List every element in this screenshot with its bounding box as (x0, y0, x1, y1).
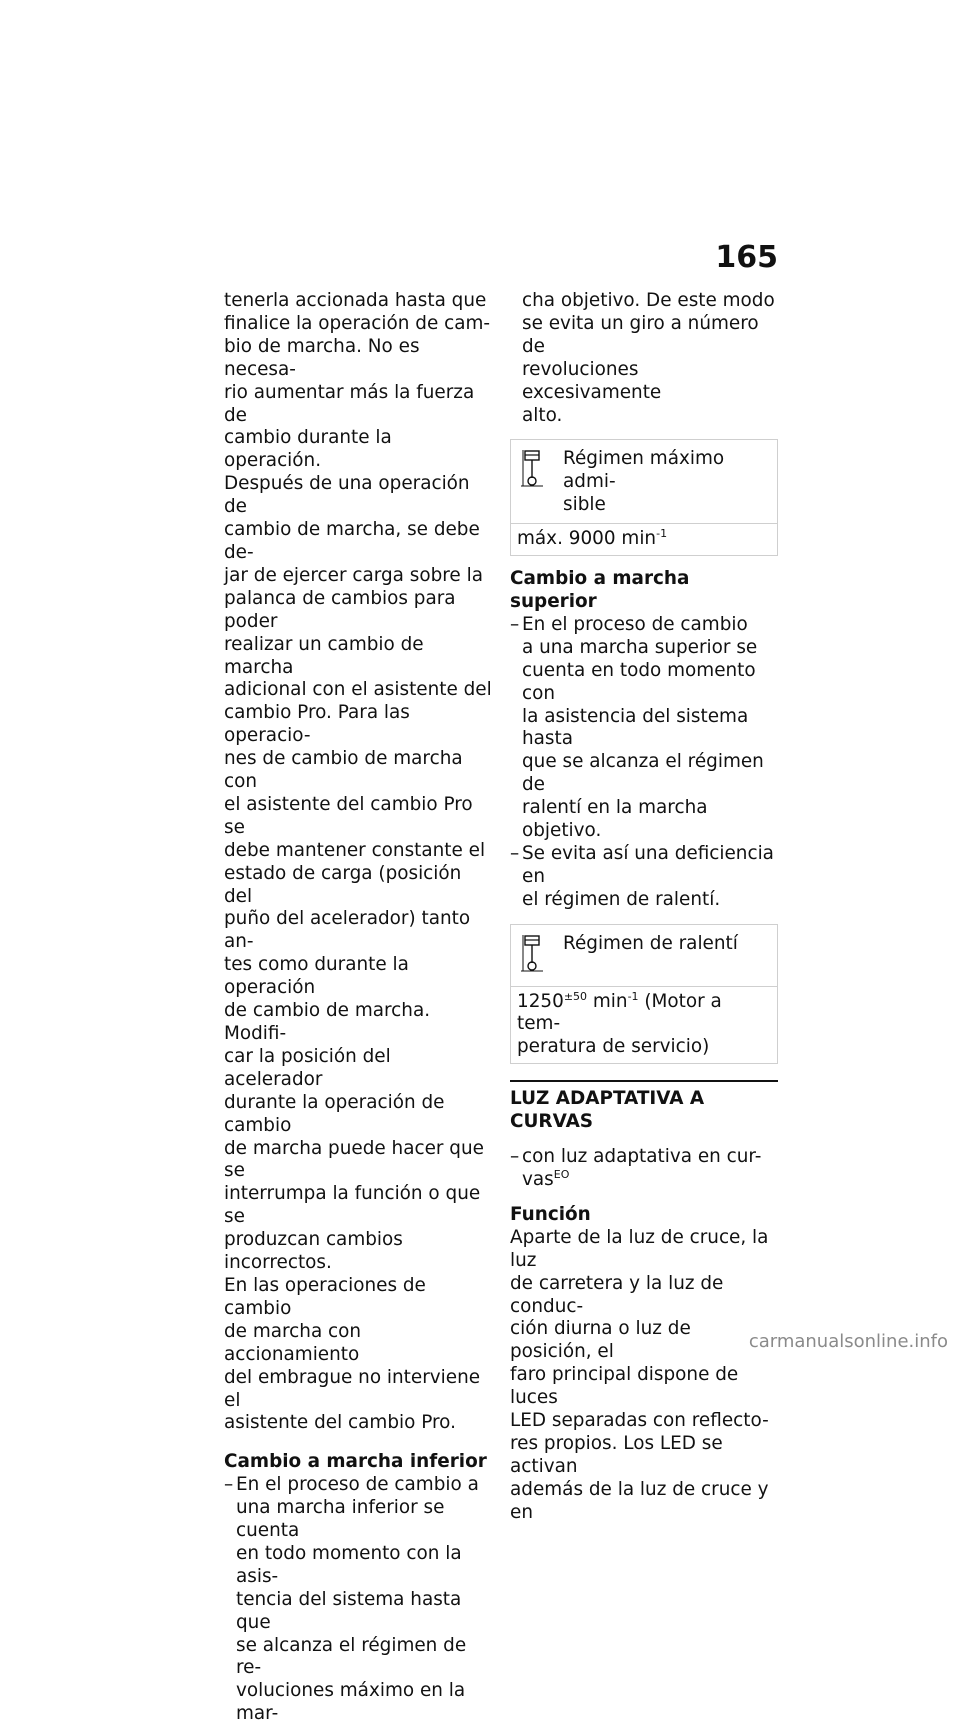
function-paragraph (510, 1227, 778, 1525)
text-line: del embrague no interviene el (224, 1366, 481, 1411)
left-column (224, 290, 492, 1726)
text-line: faro principal dispone de luces (510, 1364, 739, 1409)
text-line: car la posición del acelerador (224, 1045, 391, 1090)
max-rpm-title (563, 448, 771, 517)
idle-rpm-value: $1250^{\pm 50}$ $\min^{-1}$ (Motor a tem- peratura de servicio) (517, 989, 722, 1058)
text-line: ralentí en la marcha objetivo. (522, 797, 708, 842)
text-line: voluciones máximo en la mar- (236, 1680, 466, 1725)
text-line: se alcanza el régimen de re- (236, 1634, 467, 1679)
text-line: revoluciones excesivamente (522, 358, 662, 403)
text-line: Aparte de la luz de cruce, la luz (510, 1226, 769, 1271)
text-line: sible (563, 494, 606, 516)
text-line: en todo momento con la asis- (236, 1542, 462, 1587)
text-line: cambio Pro. Para las operacio- (224, 702, 410, 747)
upshift-bullet (510, 843, 778, 912)
text-line: alto. (522, 404, 563, 426)
text-line: cambio durante la operación. (224, 427, 392, 472)
text-line: interrumpa la función o que se (224, 1183, 481, 1228)
footer-watermark: carmanualsonline.info (748, 1331, 948, 1352)
text-line: cambio de marcha, se debe de- (224, 519, 480, 563)
idle-rpm-title: Régimen de ralentí (563, 932, 738, 954)
text-line: ción diurna o luz de posición, el (510, 1318, 691, 1363)
option-bullet: – con luz adaptativa en cur- vas$^{EO}$ (510, 1146, 762, 1190)
upshift-bullets (510, 614, 778, 912)
text-line: rio aumentar más la fuerza de (224, 381, 475, 426)
text-line: finalice la operación de cam- (224, 312, 491, 334)
upshift-heading: Cambio a marcha superior (510, 568, 690, 612)
bullet-dash: – (510, 613, 520, 635)
text-line: LED separadas con reflecto- (510, 1410, 769, 1432)
right-column (510, 290, 778, 1525)
text-line: realizar un cambio de marcha (224, 633, 424, 678)
text-line: durante la operación de cambio (224, 1091, 445, 1136)
text-line: tencia del sistema hasta que (236, 1588, 462, 1633)
downshift-heading: Cambio a marcha inferior (224, 1451, 487, 1473)
page-number: 165 (715, 240, 778, 275)
text-line: asistente del cambio Pro. (224, 1412, 456, 1434)
text-line: el régimen de ralentí. (522, 888, 721, 910)
bullet-dash: – (224, 1474, 234, 1496)
text-line: palanca de cambios para poder (224, 587, 456, 632)
text-line: estado de carga (posición del (224, 862, 462, 907)
text-line: de marcha puede hacer que se (224, 1137, 484, 1182)
section-title: LUZ ADAPTATIVA A CURVAS (510, 1080, 778, 1134)
downshift-bullet (224, 1474, 492, 1726)
upshift-bullet (510, 614, 778, 843)
text-line: En el proceso de cambio a (236, 1474, 479, 1496)
text-line: En el proceso de cambio (522, 613, 748, 635)
text-line: de marcha con accionamiento (224, 1320, 362, 1365)
text-line: además de la luz de cruce y en (510, 1478, 769, 1523)
continued-paragraph (510, 290, 778, 427)
engine-piston-icon (521, 448, 551, 517)
text-line: adicional con el asistente del (224, 679, 492, 701)
idle-rpm-spec-box (510, 924, 778, 1065)
text-line: a una marcha superior se (522, 636, 758, 658)
text-line: cha objetivo. De este modo (522, 290, 775, 311)
text-line: jar de ejercer carga sobre la (224, 564, 483, 586)
text-line: tes como durante la operación (224, 954, 409, 999)
text-line: En las operaciones de cambio (224, 1274, 426, 1319)
max-rpm-spec-box (510, 439, 778, 556)
text-line: el asistente del cambio Pro se (224, 793, 473, 838)
text-line: la asistencia del sistema hasta (522, 705, 749, 750)
text-line: bio de marcha. No es necesa- (224, 335, 420, 380)
text-line: debe mantener constante el (224, 839, 486, 861)
text-line: puño del acelerador) tanto an- (224, 908, 471, 953)
text-line: Se evita así una deficiencia en (522, 842, 774, 887)
text-line: se evita un giro a número de (522, 312, 759, 357)
text-line: cuenta en todo momento con (522, 659, 756, 704)
engine-piston-icon (521, 933, 551, 980)
text-line: una marcha inferior se cuenta (236, 1497, 445, 1542)
text-line: nes de cambio de marcha con (224, 748, 463, 793)
bullet-dash: – (510, 842, 520, 864)
max-rpm-value: máx. 9000 $\min^{-1}$ (517, 527, 668, 550)
text-line: Régimen máximo admi- (563, 448, 725, 493)
text-line: de carretera y la luz de conduc- (510, 1272, 724, 1317)
text-line: Después de una operación de (224, 473, 470, 518)
text-line: de cambio de marcha. Modifi- (224, 1000, 431, 1044)
text-line: res propios. Los LED se activan (510, 1432, 723, 1477)
text-line: produzcan cambios incorrectos. (224, 1229, 403, 1274)
function-heading: Función (510, 1203, 591, 1225)
intro-paragraph (224, 290, 492, 1435)
text-line: que se alcanza el régimen de (522, 751, 764, 796)
text-line: tenerla accionada hasta que (224, 290, 487, 311)
